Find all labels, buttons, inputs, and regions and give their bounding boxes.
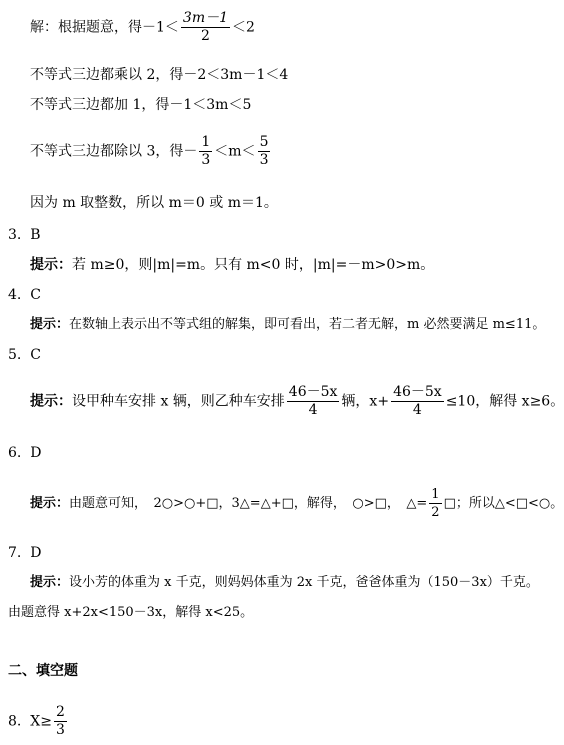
solution-line-4 [30,134,272,169]
fraction [54,704,67,739]
question-4-hint [30,316,545,334]
fraction [258,134,271,169]
hint-text: ≤10，解得 x≥6。 [445,393,564,410]
fraction-numerator: 1 [431,487,440,502]
hint-text: 设小芳的体重为 x 千克，则妈妈体重为 2x 千克，爸爸体重为（150－3x）千克。 [69,575,539,590]
question-3-hint [30,256,434,274]
fraction [287,384,340,419]
question-number: 6. [8,445,22,461]
question-number: 8. [8,713,22,730]
fraction [391,384,444,419]
section-heading: 二、填空题 [8,663,78,679]
fraction-numerator: 2 [55,704,65,720]
question-6-hint [30,486,563,521]
fraction-denominator: 2 [201,28,210,44]
fraction-numerator: 1 [201,134,211,150]
hint-label: 提示： [30,575,70,590]
question-4-answer [8,286,41,304]
solution-line-2: 不等式三边都乘以 2，得－2＜3m－1＜4 [30,67,289,83]
text-segment: ＜m＜ [214,143,256,160]
hint-text: 若 m≥0，则|m|=m。只有 m<0 时，|m|=－m>0>m。 [72,257,435,273]
question-5-hint [30,384,564,419]
question-7-hint-continued: 由题意得 x+2x<150－3x，解得 x<25。 [8,605,254,620]
fraction-denominator: 3 [55,722,65,738]
fraction [181,10,230,45]
hint-label: 提示： [30,257,72,273]
question-3-answer [8,226,41,244]
question-7-hint [30,574,539,592]
answer-letter: B [30,227,41,243]
text-segment: 不等式三边都除以 3，得－ [30,143,198,160]
fraction-numerator: 46－5x [393,384,442,400]
solution-line-1 [30,10,255,45]
text-segment: ＜2 [232,19,255,36]
fraction-numerator: 3m－1 [182,10,229,26]
hint-text: □；所以△<□<○。 [443,496,564,511]
question-7-answer [8,544,42,562]
fraction-denominator: 2 [431,505,440,520]
hint-text: 由题意可知， 2○>○+□，3△=△+□，解得， ○>□， △= [69,496,428,511]
question-8-answer [8,704,69,739]
hint-text: 在数轴上表示出不等式组的解集，即可看出，若二者无解，m 必然要满足 m≤11。 [69,317,546,332]
question-6-answer [8,444,42,462]
question-number: 7. [8,545,22,561]
hint-label: 提示： [30,317,70,332]
fraction-numerator: 5 [259,134,269,150]
hint-label: 提示： [30,393,72,410]
answer-text: X≥ [30,713,52,730]
fraction-denominator: 3 [259,152,269,168]
text-segment: 解：根据题意，得－1＜ [30,19,179,36]
question-5-answer [8,346,41,364]
hint-label: 提示： [30,496,70,511]
question-number: 3. [8,227,22,243]
fraction [429,486,441,521]
answer-letter: D [30,545,42,561]
answer-letter: C [30,347,41,363]
solution-line-5: 因为 m 取整数，所以 m＝0 或 m＝1。 [30,195,278,211]
fraction [199,134,212,169]
question-number: 4. [8,287,22,303]
fraction-denominator: 4 [308,402,318,418]
hint-text: 辆，x+ [341,393,390,410]
answer-letter: D [30,445,42,461]
answer-letter: C [30,287,41,303]
solution-line-3: 不等式三边都加 1，得－1＜3m＜5 [30,97,252,113]
question-number: 5. [8,347,22,363]
hint-text: 设甲种车安排 x 辆，则乙种车安排 [72,393,285,410]
fraction-denominator: 3 [201,152,211,168]
fraction-numerator: 46－5x [288,384,338,400]
fraction-denominator: 4 [412,402,422,418]
